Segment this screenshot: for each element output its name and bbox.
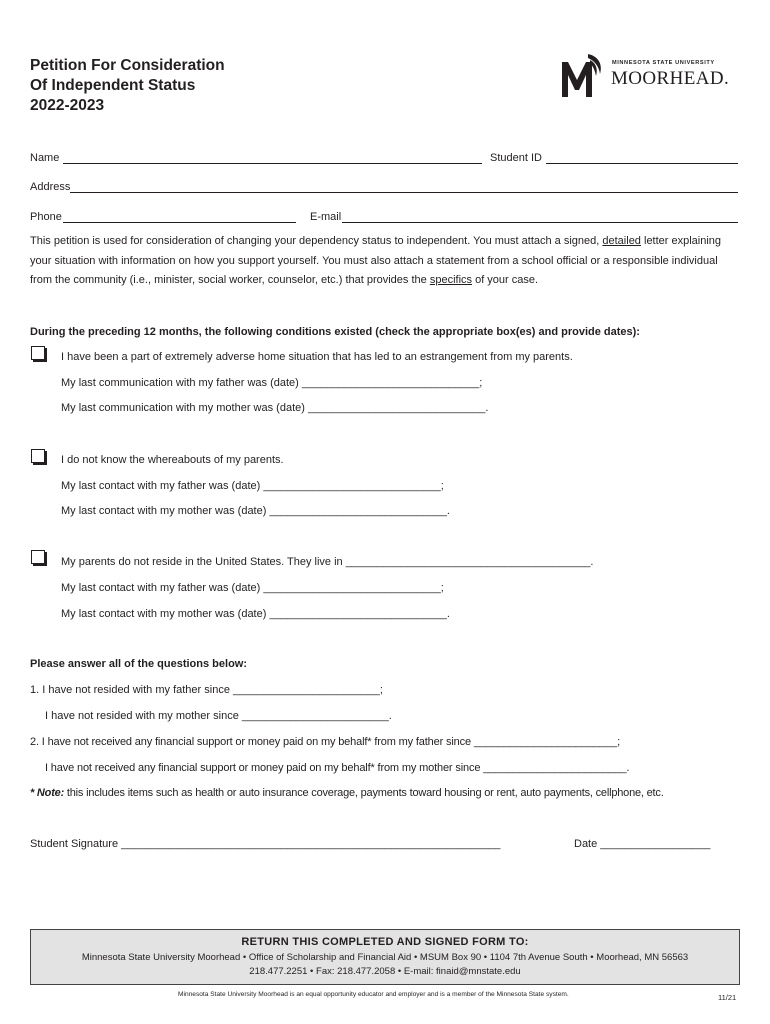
intro-detailed: detailed <box>602 235 641 247</box>
student-signature-line[interactable]: Student Signature ______________________________________________________________ <box>30 838 501 850</box>
footer-heading: RETURN THIS COMPLETED AND SIGNED FORM TO: <box>241 936 529 948</box>
note-label: * Note: <box>30 787 65 799</box>
student-id-label: Student ID <box>490 152 542 164</box>
intro-part-3: of your case. <box>472 274 539 286</box>
condition-3-text: My parents do not reside in the United States. They live in ________________________________________. <box>61 556 594 568</box>
intro-paragraph <box>30 232 742 291</box>
address-field[interactable] <box>70 192 738 193</box>
msum-m-icon <box>560 50 606 100</box>
date-line[interactable]: Date __________________ <box>574 838 711 850</box>
title-line-1: Petition For Consideration <box>30 57 225 74</box>
questions-heading: Please answer all of the questions below: <box>30 658 248 670</box>
phone-label: Phone <box>30 211 62 223</box>
question-2b: I have not received any financial support or money paid on my behalf* from my mother since ________________________. <box>45 762 630 774</box>
condition-3-checkbox[interactable] <box>31 550 45 564</box>
condition-1-text: I have been a part of extremely adverse home situation that has led to an estrangement from my parents. <box>61 351 573 363</box>
revision-code: 11/21 <box>718 993 737 1002</box>
name-label: Name <box>30 152 60 164</box>
condition-1-father-line: My last communication with my father was (date) _____________________________; <box>61 377 483 389</box>
equal-opportunity-disclaimer: Minnesota State University Moorhead is an equal opportunity educator and employer and is a member of the Minnesota State system. <box>178 991 569 998</box>
condition-3-father-line: My last contact with my father was (date) _____________________________; <box>61 582 444 594</box>
question-2: 2. I have not received any financial support or money paid on my behalf* from my father since ________________________; <box>30 736 620 748</box>
email-field[interactable] <box>342 222 738 223</box>
condition-1-checkbox[interactable] <box>31 346 45 360</box>
note <box>30 787 664 799</box>
question-1b: I have not resided with my mother since ________________________. <box>45 710 392 722</box>
condition-2-checkbox[interactable] <box>31 449 45 463</box>
address-label: Address <box>30 181 71 193</box>
logo-text-top: MINNESOTA STATE UNIVERSITY <box>612 60 715 66</box>
condition-2-text: I do not know the whereabouts of my parents. <box>61 454 284 466</box>
title-line-2: Of Independent Status <box>30 77 196 94</box>
condition-3-mother-line: My last contact with my mother was (date) _____________________________. <box>61 608 450 620</box>
title-line-3: 2022-2023 <box>30 97 105 114</box>
footer-address: Minnesota State University Moorhead • Office of Scholarship and Financial Aid • MSUM Box 90 • 1104 7th Avenue South • Moorhead, MN 56563 <box>81 952 689 963</box>
footer-contact: 218.477.2251 • Fax: 218.477.2058 • E-mail: finaid@mnstate.edu <box>249 966 521 977</box>
return-address-box <box>30 929 740 985</box>
condition-2-mother-line: My last contact with my mother was (date) _____________________________. <box>61 505 450 517</box>
condition-2-father-line: My last contact with my father was (date) _____________________________; <box>61 480 444 492</box>
name-field[interactable] <box>63 163 482 164</box>
logo-text-main: MOORHEAD. <box>611 68 730 89</box>
intro-specifics: specifics <box>429 274 473 286</box>
phone-field[interactable] <box>63 222 296 223</box>
note-text: this includes items such as health or auto insurance coverage, payments toward housing or rent, auto payments, cellphone, etc. <box>64 787 664 799</box>
conditions-heading: During the preceding 12 months, the following conditions existed (check the appropriate box(es) and provide dates): <box>30 326 640 338</box>
intro-part-2: letter explaining your situation with information on how you support yourself. You must also attach a statement from a school official or a responsible individual from the community (i.e., minister, social worker, counselor, etc.) that provides the <box>30 235 722 286</box>
page-title <box>30 56 225 116</box>
condition-1-mother-line: My last communication with my mother was (date) _____________________________. <box>61 402 489 414</box>
intro-part-1: This petition is used for consideration of changing your dependency status to independent. You must attach a signed, <box>30 235 603 247</box>
university-logo <box>560 50 740 100</box>
student-id-field[interactable] <box>546 163 738 164</box>
email-label: E-mail <box>310 211 342 223</box>
question-1: 1. I have not resided with my father since ________________________; <box>30 684 383 696</box>
